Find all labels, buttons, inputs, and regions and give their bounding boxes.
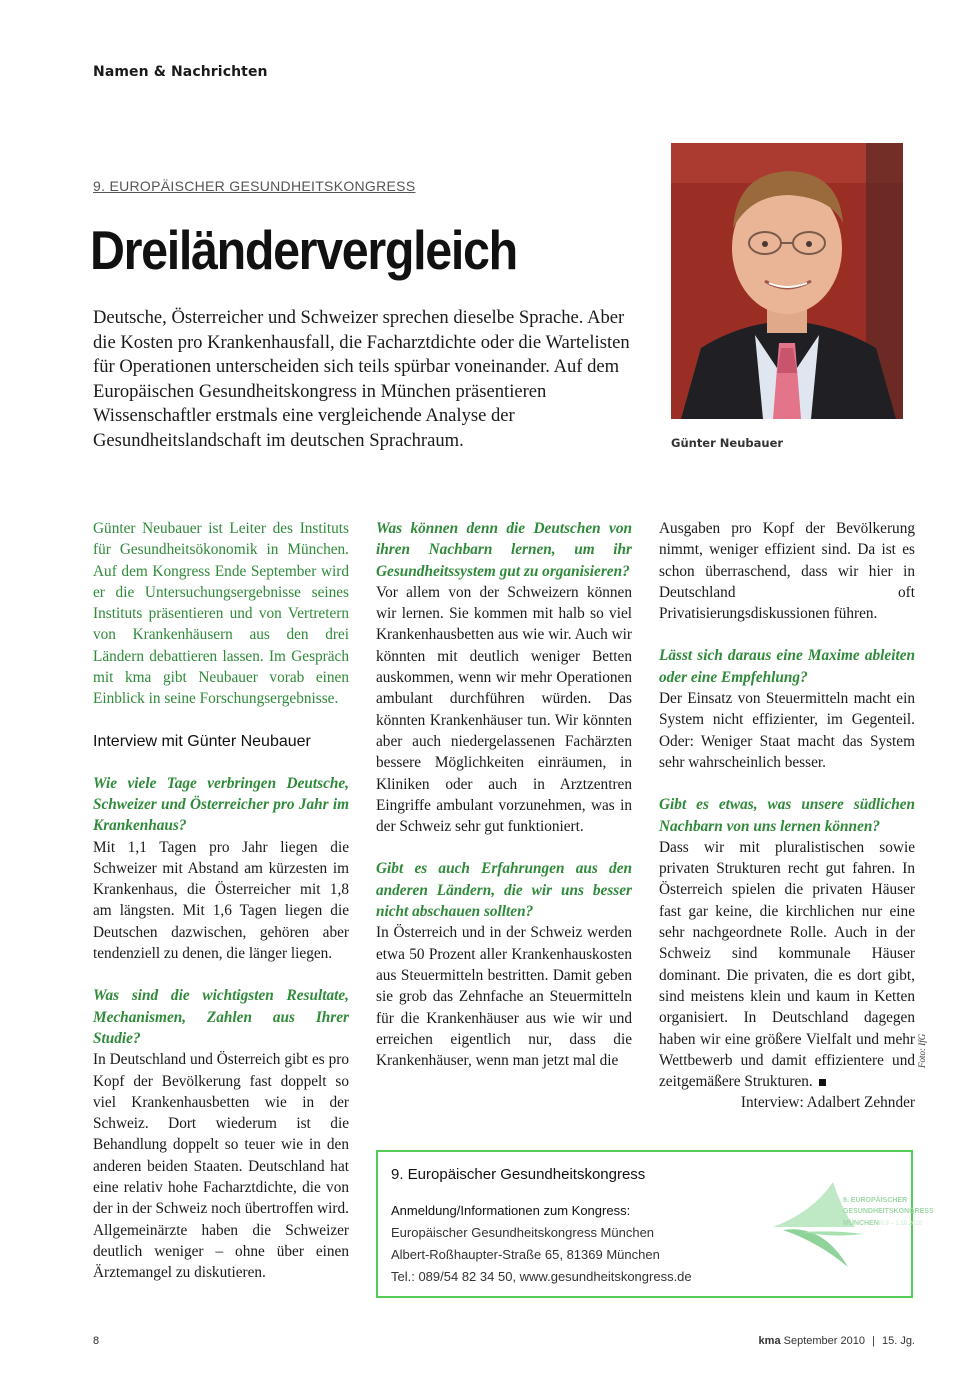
question: Was können denn die Deutschen von ihren Nachbarn lernen, um ihr Gesundheitssystem gut zu organisieren? bbox=[376, 520, 632, 580]
article-kicker: 9. EUROPÄISCHER GESUNDHEITSKONGRESS bbox=[93, 178, 416, 194]
footer-issue-date: September 2010 bbox=[783, 1335, 865, 1347]
congress-info-box bbox=[376, 1150, 934, 1298]
photo-caption: Günter Neubauer bbox=[671, 436, 784, 450]
logo-text-2: GESUNDHEITSKONGRESS bbox=[843, 1208, 934, 1215]
logo-text-4: 30.9 – 1.10.2010 bbox=[877, 1221, 923, 1227]
info-box-registration: Anmeldung/Informationen zum Kongress: bbox=[391, 1203, 631, 1218]
answer-text: Dass wir mit pluralistischen sowie privaten Strukturen recht gut fahren. In Österreich spielen die privaten Häuser fast gar keine, die kirchlichen nur eine sehr nachgeordnete Rolle. Auch in der Schweiz sind kommunale Häuser dominant. Die privaten, die es dort gibt, sind meistens klein und kaum in Ketten organisiert. In Deutschland dagegen haben wir eine größere Vielfalt und mehr Wettbewerb und damit effizientere und zeitgemäßere Strukturen. bbox=[659, 838, 915, 1091]
info-box-title: 9. Europäischer Gesundheitskongress bbox=[391, 1166, 646, 1183]
question: Wie viele Tage verbringen Deutsche, Schweizer und Österreicher pro Jahr im Krankenhaus? bbox=[93, 774, 349, 835]
portrait-illustration bbox=[671, 143, 903, 419]
answer: Mit 1,1 Tagen pro Jahr liegen die Schweizer mit Abstand am kürzesten im Krankenhaus, die Österreicher mit 1,8 am längsten. Mit 1,6 Tagen liegen die Deutschen dazwischen, gehören aber tendenziell zu denen, die länger liegen. bbox=[93, 838, 349, 963]
page-number: 8 bbox=[93, 1335, 100, 1347]
question: Gibt es auch Erfahrungen aus den anderen Ländern, die wir uns besser nicht abschauen sollten? bbox=[376, 860, 632, 921]
info-box-organizer: Europäischer Gesundheitskongress München bbox=[391, 1225, 655, 1240]
question: Was sind die wichtigsten Resultate, Mechanismen, Zahlen aus Ihrer Studie? bbox=[93, 987, 349, 1047]
section-header: Namen & Nachrichten bbox=[93, 64, 268, 80]
footer-volume: 15. Jg. bbox=[881, 1335, 915, 1347]
column-3 bbox=[659, 518, 915, 1114]
answer bbox=[659, 837, 915, 1093]
info-box-contact: Tel.: 089/54 82 34 50, www.gesundheitskongress.de bbox=[391, 1269, 692, 1284]
interview-subhead: Interview mit Günter Neubauer bbox=[93, 732, 311, 750]
column-2 bbox=[376, 518, 632, 1071]
answer: Ausgaben pro Kopf der Bevölkerung nimmt, weniger effizient sind. Da ist es schon überraschend, dass wir hier in Deutschland oft Privatisierungsdiskussionen führen. bbox=[659, 520, 915, 623]
article-title: Dreiländervergleich bbox=[90, 219, 517, 281]
portrait-photo bbox=[671, 143, 903, 419]
footer-separator: | bbox=[872, 1335, 875, 1347]
answer: Der Einsatz von Steuermitteln macht ein System nicht effizienter, im Gegenteil. Oder: Weniger Staat macht das System sehr wahrscheinlich besser. bbox=[659, 690, 915, 771]
photo-credit: Foto: IfG bbox=[917, 1033, 927, 1068]
article-lead: Deutsche, Österreicher und Schweizer sprechen dieselbe Sprache. Aber die Kosten pro Krankenhausfall, die Facharztdichte oder die Wartelisten für Operationen unterscheiden sich teils spürbar voneinander. Auf dem Europäischen Gesundheitskongress in München präsentieren Wissenschaftler erstmals eine vergleichende Analyse der Gesundheitslandschaft im deutschen Sprachraum. bbox=[93, 307, 630, 451]
footer-issue bbox=[759, 1335, 915, 1347]
info-box-address: Albert-Roßhaupter-Straße 65, 81369 München bbox=[391, 1247, 660, 1262]
answer: Vor allem von der Schweizern können wir lernen. Sie kommen mit halb so viel Krankenhausbetten aus wie wir. Auch wir könnten mit deutlich weniger Betten auskommen, wenn wir mehr Operationen ambulant durchführen würden. Das könnten Krankenhäuser tun. Wir könnten aber auch niedergelassenen Fachärzten bessere Möglichkeiten einräumen, in Kliniken oder auch in Arztzentren Eingriffe ambulant vorzunehmen, was in der Schweiz sehr gut funktioniert. bbox=[376, 583, 632, 836]
column-1 bbox=[93, 518, 349, 1284]
logo-text-3: MÜNCHEN bbox=[843, 1220, 879, 1227]
intro-paragraph: Günter Neubauer ist Leiter des Instituts für Gesundheitsökonomik in München. Auf dem Kongress Ende September wird er die Untersuchungsergebnisse seines Instituts präsentieren und von Vertretern von Krankenhäusern aus den drei Ländern debattieren lassen. Im Gespräch mit kma gibt Neubauer vorab einen Einblick in seine Forschungsergebnisse. bbox=[93, 520, 349, 708]
footer-brand: kma bbox=[758, 1335, 781, 1347]
question: Lässt sich daraus eine Maxime ableiten oder eine Empfehlung? bbox=[659, 647, 915, 686]
logo-text-1: 9. EUROPÄISCHER bbox=[843, 1197, 908, 1204]
congress-logo-icon bbox=[773, 1172, 934, 1267]
answer: In Deutschland und Österreich gibt es pro Kopf der Bevölkerung fast doppelt so viel Krankenhausbetten wie in der Schweiz. Dort wiederum ist die Behandlung doppelt so teuer wie in den anderen beiden Staaten. Deutschland hat eine relativ hohe Facharztdichte, die von der in der Schweiz noch übertroffen wird. Allgemeinärzte haben die Schweizer deutlich weniger – ohne über einen Ärztemangel zu diskutieren. bbox=[93, 1051, 349, 1282]
answer: In Österreich und in der Schweiz werden etwa 50 Prozent aller Krankenhauskosten aus Steuermitteln bestritten. Damit geben sie grob das Zehnfache an Steuermitteln für die Krankenhäuser aus wie wir und erreichen eigentlich nur, dass die Krankenhäuser, wenn man jetzt mal die bbox=[376, 924, 632, 1070]
end-mark-icon bbox=[819, 1079, 826, 1086]
interviewer-credit: Interview: Adalbert Zehnder bbox=[740, 1094, 915, 1112]
question: Gibt es etwas, was unsere südlichen Nachbarn von uns lernen können? bbox=[659, 796, 915, 835]
